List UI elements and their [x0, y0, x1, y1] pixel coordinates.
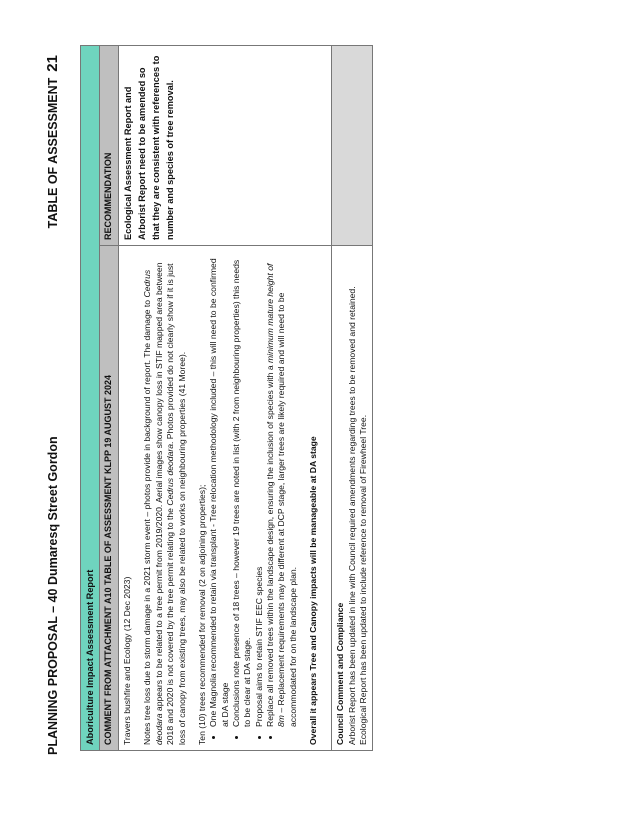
comment-cell [119, 246, 332, 751]
notes-paragraph: Notes tree loss due to storm damage in a 2021 storm event – photos provide in background of report. The damage to Cedrus deodara appears to be related to a tree permit from 2019/2020. Aerial images show canopy loss in STIF mapped area between 2018 and 2020 is not covered by the tree permit relating to the Cedrus deodara. Photos provided do not clearly show if it is just loss of canopy from existing trees, may also be related to works on neighbouring properties (41 Moree). [142, 262, 187, 745]
comment-column-header: COMMENT FROM ATTACHMENT A10 TABLE OF ASSESSMENT KLPP 19 AUGUST 2024 [100, 246, 119, 751]
council-comment-cell [332, 246, 373, 751]
page-number: 21 [44, 55, 61, 72]
list-item: • Conclusions note presence of 18 trees – however 19 trees are noted in list (with 2 from neighbouring properties) this needs to be clear at DA stage. [231, 251, 254, 727]
recommendation-cell: Ecological Assessment Report and Arborist Report need to be amended so that they are consistent with references to number and species of tree removal. [119, 45, 332, 245]
document-title: PLANNING PROPOSAL – 40 Dumaresq Street Gordon [46, 436, 60, 755]
bullet-list [208, 251, 299, 745]
council-line: Arborist Report has been updated in line with Council required amendments regarding trees to be removed and retained. [346, 286, 357, 745]
table-section-title: Aboriculture Impact Assessment Report [81, 45, 100, 750]
source-line: Travers bushfire and Ecology (12 Dec 2023) [122, 576, 133, 745]
council-recommendation-cell [332, 45, 373, 245]
list-item: • Replace all removed trees within the landscape design, ensuring the inclusion of species with a minimum mature height of 8m – Replacement requirements may be different at DCP stage, larger trees are likely required and will need to be accommodated for on the landscape plan. [265, 251, 299, 727]
assessment-table [80, 45, 373, 751]
council-heading: Council Comment and Compliance [335, 602, 346, 745]
section-title: TABLE OF ASSESSMENT [46, 77, 60, 229]
list-item: • Proposal aims to retain STIF EEC species [254, 251, 265, 727]
council-line: Ecological Report has been updated to include reference to removal of Firewheel Tree. [357, 414, 368, 745]
list-item: • One Magnolia recommended to retain via transplant - Tree relocation methodology included – this will need to be confirmed at DA stage [208, 251, 231, 727]
recommendation-column-header: RECOMMENDATION [100, 45, 119, 245]
removal-intro: Ten (10) trees recommended for removal (2 on adjoining properties); [196, 484, 207, 745]
page-header-right [44, 55, 61, 228]
overall-conclusion: Overall it appears Tree and Canopy impacts will be manageable at DA stage [307, 436, 318, 745]
